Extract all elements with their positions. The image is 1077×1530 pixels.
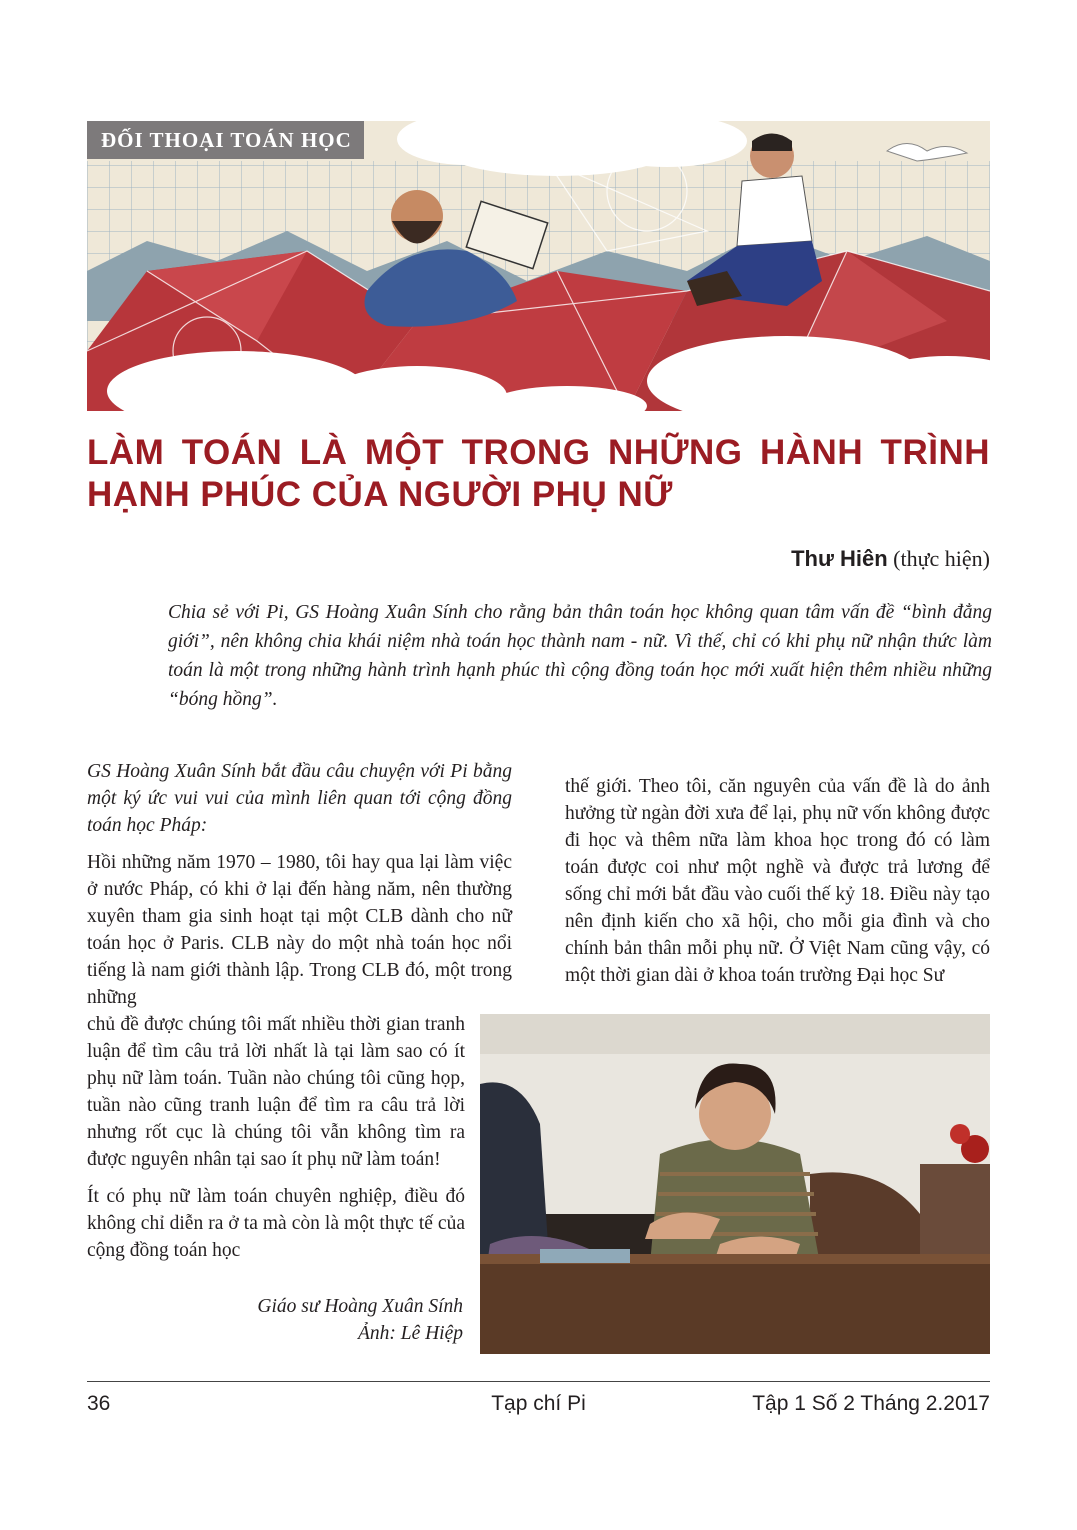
- banner-artwork: [87, 121, 990, 411]
- photo-artwork: [480, 1014, 990, 1354]
- issue-info: Tập 1 Số 2 Tháng 2.2017: [752, 1392, 990, 1415]
- section-label: ĐỐI THOẠI TOÁN HỌC: [87, 121, 364, 159]
- banner-illustration: [87, 121, 990, 411]
- article-title: [87, 432, 990, 516]
- journal-name: Tạp chí Pi: [491, 1392, 586, 1415]
- left-column: [87, 758, 512, 1274]
- lead-paragraph: Chia sẻ với Pi, GS Hoàng Xuân Sính cho rằng bản thân toán học không quan tâm vấn đề “bình đẳng giới”, nên không chia khái niệm nhà toán học thành nam - nữ. Vì thế, chỉ có khi phụ nữ nhận thức làm toán là một trong những hành trình hạnh phúc thì cộng đồng toán học mới xuất hiện thêm nhiều những “bóng hồng”.: [168, 602, 992, 710]
- article-title-line-2: HẠNH PHÚC CỦA NGƯỜI PHỤ NỮ: [87, 475, 673, 514]
- body-paragraph-1-wide: Hồi những năm 1970 – 1980, tôi hay qua lại làm việc ở nước Pháp, có khi ở lại đến hàng năm, nên thường xuyên tham gia sinh hoạt tại một CLB dành cho nữ toán học ở Paris. CLB này do một nhà toán học nổi tiếng là nam giới thành lập. Trong CLB đó, một trong những: [87, 852, 512, 1008]
- page-number: 36: [87, 1392, 111, 1415]
- caption-subject: Giáo sư Hoàng Xuân Sính: [257, 1296, 463, 1317]
- caption-credit: Ảnh: Lê Hiệp: [357, 1323, 463, 1344]
- photo-caption: [87, 1293, 463, 1347]
- author-name: Thư Hiên: [791, 546, 888, 571]
- author-role: (thực hiện): [893, 546, 990, 571]
- body-paragraph-1-wrapped: chủ đề được chúng tôi mất nhiều thời gian tranh luận để tìm câu trả lời nhất là tại làm sao có ít phụ nữ làm toán. Tuần nào chúng tôi cũng họp, tuần nào cũng tranh luận để tìm ra câu trả lời nhưng rốt cục là chúng tôi vẫn không tìm ra được nguyên nhân tại sao ít phụ nữ làm toán!: [87, 1014, 465, 1170]
- footer-divider: [87, 1381, 990, 1382]
- article-title-line-1: LÀM TOÁN LÀ MỘT TRONG NHỮNG HÀNH TRÌNH: [87, 433, 990, 472]
- right-column-text: thế giới. Theo tôi, căn nguyên của vấn đề là do ảnh hưởng từ ngàn đời xưa để lại, phụ nữ vốn không được đi học và thêm nữa làm khoa học trong đó có làm toán được coi như một nghề và được trả lương để sống chỉ mới bắt đầu vào cuối thế kỷ 18. Điều này tạo nên định kiến cho xã hội, cho mỗi gia đình và cho chính bản thân mỗi phụ nữ. Ở Việt Nam cũng vậy, có một thời gian dài ở khoa toán trường Đại học Sư: [565, 776, 990, 986]
- intro-paragraph: GS Hoàng Xuân Sính bắt đầu câu chuyện với Pi bằng một ký ức vui vui của mình liên quan tới cộng đồng toán học Pháp:: [87, 761, 512, 836]
- byline: [791, 546, 990, 572]
- body-paragraph-2: Ít có phụ nữ làm toán chuyên nghiệp, điều đó không chỉ diễn ra ở ta mà còn là một thực tế của cộng đồng toán học: [87, 1186, 465, 1261]
- interview-photo: [480, 1014, 990, 1354]
